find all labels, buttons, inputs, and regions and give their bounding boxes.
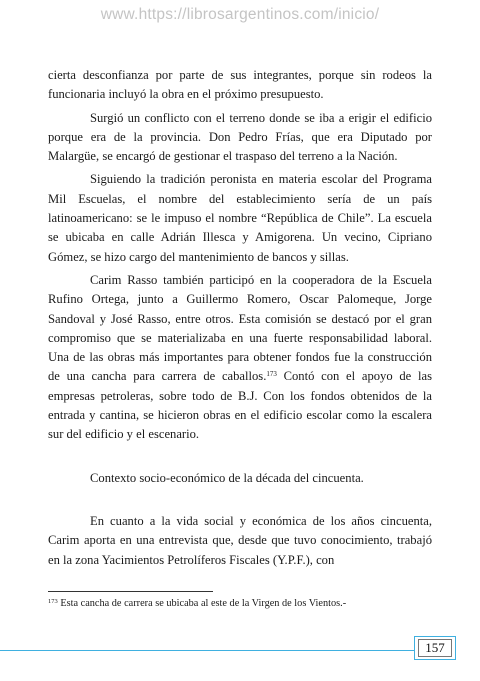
page-number-frame — [414, 636, 456, 660]
footnote-number: 173 — [48, 598, 58, 605]
paragraph-2: Surgió un conflicto con el terreno donde se iba a erigir el edificio porque era de la provincia. Don Pedro Frías, que era Diputado por Malargüe, se encargó de gestionar el traspaso del terreno a la Nación. — [48, 110, 432, 164]
paragraph-4-part-1: Carim Rasso también participó en la cooperadora de la Escuela Rufino Ortega, junto a Guillermo Romero, Oscar Palomeque, Jorge Sandoval y José Rasso, entre otros. Esta comisión se destacó por el gran compromiso que se materializaba en una fuerte responsabilidad laboral. Una de las obras más importantes para obtener fondos fue la construcción de una cancha para carrera de caballos. — [48, 272, 432, 384]
footnote-text: Esta cancha de carrera se ubicaba al este de la Virgen de los Vientos.- — [57, 598, 347, 609]
paragraph-5: En cuanto a la vida social y económica de los años cincuenta, Carim aporta en una entrevista que, desde que tuvo conocimiento, trabajó en la zona Yacimientos Petrolíferos Fiscales (Y.P.F.), con — [48, 513, 432, 567]
watermark-url: www.https://librosargentinos.com/inicio/ — [100, 6, 380, 23]
footnote-reference[interactable]: 173 — [266, 370, 277, 379]
paragraph-4 — [48, 271, 432, 445]
paragraph-1: cierta desconfianza por parte de sus integrantes, porque sin rodeos la funcionaria incluyó la obra en el próximo presupuesto. — [48, 68, 432, 102]
paragraph-4-part-2: Contó con el apoyo de las empresas petroleras, sobre todo de B.J. Con los fondos obtenidos de la entrada y cantina, se hicieron obras en el edificio escolar como la escalera sur del edificio y el escenario. — [48, 369, 432, 442]
footnote — [48, 597, 448, 610]
page-number: 157 — [418, 639, 452, 657]
paragraph-3: Siguiendo la tradición peronista en materia escolar del Programa Mil Escuelas, el nombre del establecimiento sería de un país latinoamericano: se le impuso el nombre “República de Chile”. La escuela se ubicaba en calle Adrián Illesca y Amigorena. Un vecino, Cipriano Gómez, se hizo cargo del mantenimiento de bancos y sillas. — [48, 172, 432, 264]
page-body — [48, 66, 432, 574]
footnote-divider — [48, 591, 213, 592]
section-heading: Contexto socio-económico de la década del cincuenta. — [90, 470, 364, 485]
footer-rule — [0, 650, 414, 651]
